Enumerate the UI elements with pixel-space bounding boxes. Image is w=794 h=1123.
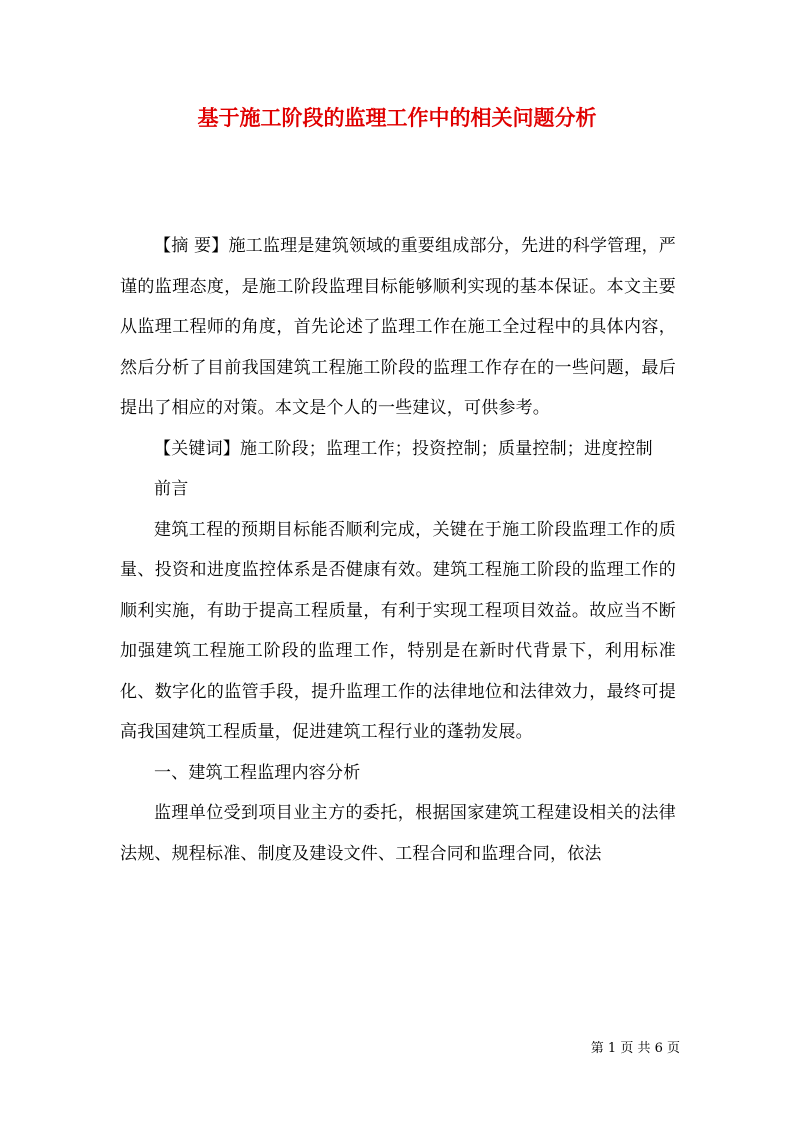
keywords-paragraph: 【关键词】施工阶段；监理工作；投资控制；质量控制；进度控制 <box>154 438 653 459</box>
abstract-paragraph: 【摘 要】施工监理是建筑领域的重要组成部分，先进的科学管理，严谨的监理态度，是施工阶段监理目标能够顺利实现的基本保证。本文主要从监理工程师的角度，首先论述了监理工作在施工全过程中的具体内容，然后分析了目前我国建筑工程施工阶段的监理工作存在的一些问题，最后提出了相应的对策。本文是个人的一些建议，可供参考。 <box>120 236 676 418</box>
document-title: 基于施工阶段的监理工作中的相关问题分析 <box>197 105 597 130</box>
section-paragraph: 监理单位受到项目业主方的委托，根据国家建筑工程建设相关的法律法规、规程标准、制度及建设文件、工程合同和监理合同，依法 <box>120 803 676 864</box>
section-heading: 一、建筑工程监理内容分析 <box>154 762 361 783</box>
preface-paragraph: 建筑工程的预期目标能否顺利完成，关键在于施工阶段监理工作的质量、投资和进度监控体系是否健康有效。建筑工程施工阶段的监理工作的顺利实施，有助于提高工程质量，有利于实现工程项目效益。故应当不断加强建筑工程施工阶段的监理工作，特别是在新时代背景下，利用标准化、数字化的监管手段，提升监理工作的法律地位和法律效力，最终可提高我国建筑工程质量，促进建筑工程行业的蓬勃发展。 <box>120 519 676 742</box>
preface-heading: 前言 <box>154 479 189 499</box>
document-body <box>120 226 676 874</box>
page-number: 第 1 页 共 6 页 <box>590 1041 680 1056</box>
